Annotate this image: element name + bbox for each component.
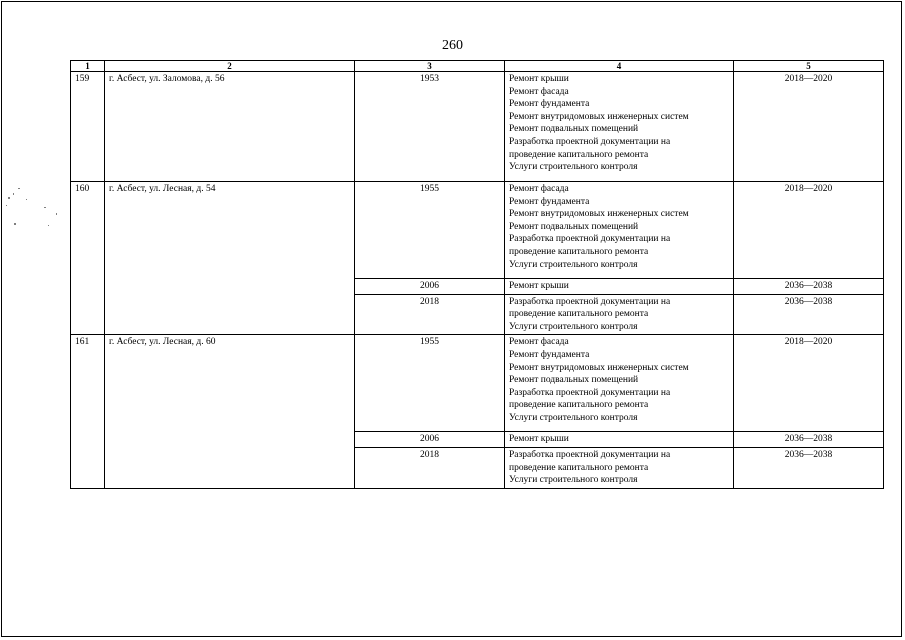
- work-item: Ремонт крыши: [509, 434, 569, 445]
- work-item: Услуги строительного контроля: [509, 259, 638, 270]
- works-cell: [505, 279, 734, 295]
- work-item: Ремонт внутридомовых инженерных систем: [509, 209, 689, 220]
- year-cell: 1955: [355, 335, 505, 432]
- year-cell: 1955: [355, 182, 505, 279]
- header-col-1: 1: [71, 61, 105, 72]
- period-cell: 2018—2020: [734, 72, 884, 182]
- work-item: Разработка проектной документации на: [509, 449, 671, 460]
- work-item: Ремонт подвальных помещений: [509, 221, 639, 232]
- work-item: Ремонт фасада: [509, 86, 569, 97]
- header-col-5: 5: [734, 61, 884, 72]
- work-item: Ремонт фундамента: [509, 99, 590, 110]
- work-item: Ремонт фундамента: [509, 349, 590, 360]
- work-item: проведение капитального ремонта: [509, 400, 649, 411]
- row-number: 160: [71, 182, 105, 335]
- repair-schedule-table: [70, 60, 884, 489]
- period-cell: 2018—2020: [734, 182, 884, 279]
- work-item: Услуги строительного контроля: [509, 412, 638, 423]
- address-cell: г. Асбест, ул. Лесная, д. 60: [105, 335, 355, 488]
- table-header-row: [71, 61, 884, 72]
- row-number: 159: [71, 72, 105, 182]
- header-col-3: 3: [355, 61, 505, 72]
- table-row: [71, 335, 884, 432]
- period-cell: 2036—2038: [734, 279, 884, 295]
- work-item: Услуги строительного контроля: [509, 321, 638, 332]
- table-row: [71, 72, 884, 182]
- period-cell: 2036—2038: [734, 294, 884, 335]
- works-cell: [505, 335, 734, 432]
- work-item: Разработка проектной документации на: [509, 296, 671, 307]
- work-item: Ремонт фундамента: [509, 196, 590, 207]
- period-cell: 2018—2020: [734, 335, 884, 432]
- address-cell: г. Асбест, ул. Лесная, д. 54: [105, 182, 355, 335]
- work-item: Разработка проектной документации на: [509, 136, 671, 147]
- year-cell: 2006: [355, 432, 505, 448]
- works-cell: [505, 72, 734, 182]
- work-item: Ремонт крыши: [509, 74, 569, 84]
- address-cell: г. Асбест, ул. Заломова, д. 56: [105, 72, 355, 182]
- work-item: Ремонт подвальных помещений: [509, 124, 639, 135]
- work-item: Ремонт крыши: [509, 281, 569, 291]
- year-cell: 1953: [355, 72, 505, 182]
- period-cell: 2036—2038: [734, 432, 884, 448]
- scan-artifact: [4, 185, 64, 235]
- work-item: проведение капитального ремонта: [509, 462, 649, 473]
- works-cell: [505, 447, 734, 488]
- table-row: [71, 182, 884, 279]
- work-item: Услуги строительного контроля: [509, 162, 638, 173]
- work-item: Ремонт внутридомовых инженерных систем: [509, 362, 689, 373]
- work-item: проведение капитального ремонта: [509, 309, 649, 320]
- works-cell: [505, 294, 734, 335]
- row-number: 161: [71, 335, 105, 488]
- works-cell: [505, 182, 734, 279]
- year-cell: 2018: [355, 294, 505, 335]
- works-cell: [505, 432, 734, 448]
- header-col-2: 2: [105, 61, 355, 72]
- year-cell: 2006: [355, 279, 505, 295]
- work-item: Ремонт внутридомовых инженерных систем: [509, 111, 689, 122]
- work-item: проведение капитального ремонта: [509, 246, 649, 257]
- header-col-4: 4: [505, 61, 734, 72]
- period-cell: 2036—2038: [734, 447, 884, 488]
- work-item: Ремонт подвальных помещений: [509, 375, 639, 386]
- year-cell: 2018: [355, 447, 505, 488]
- work-item: Ремонт фасада: [509, 337, 569, 348]
- work-item: Услуги строительного контроля: [509, 475, 638, 486]
- work-item: Разработка проектной документации на: [509, 387, 671, 398]
- work-item: проведение капитального ремонта: [509, 149, 649, 160]
- work-item: Ремонт фасада: [509, 184, 569, 194]
- work-item: Разработка проектной документации на: [509, 234, 671, 245]
- page-number: 260: [442, 38, 463, 53]
